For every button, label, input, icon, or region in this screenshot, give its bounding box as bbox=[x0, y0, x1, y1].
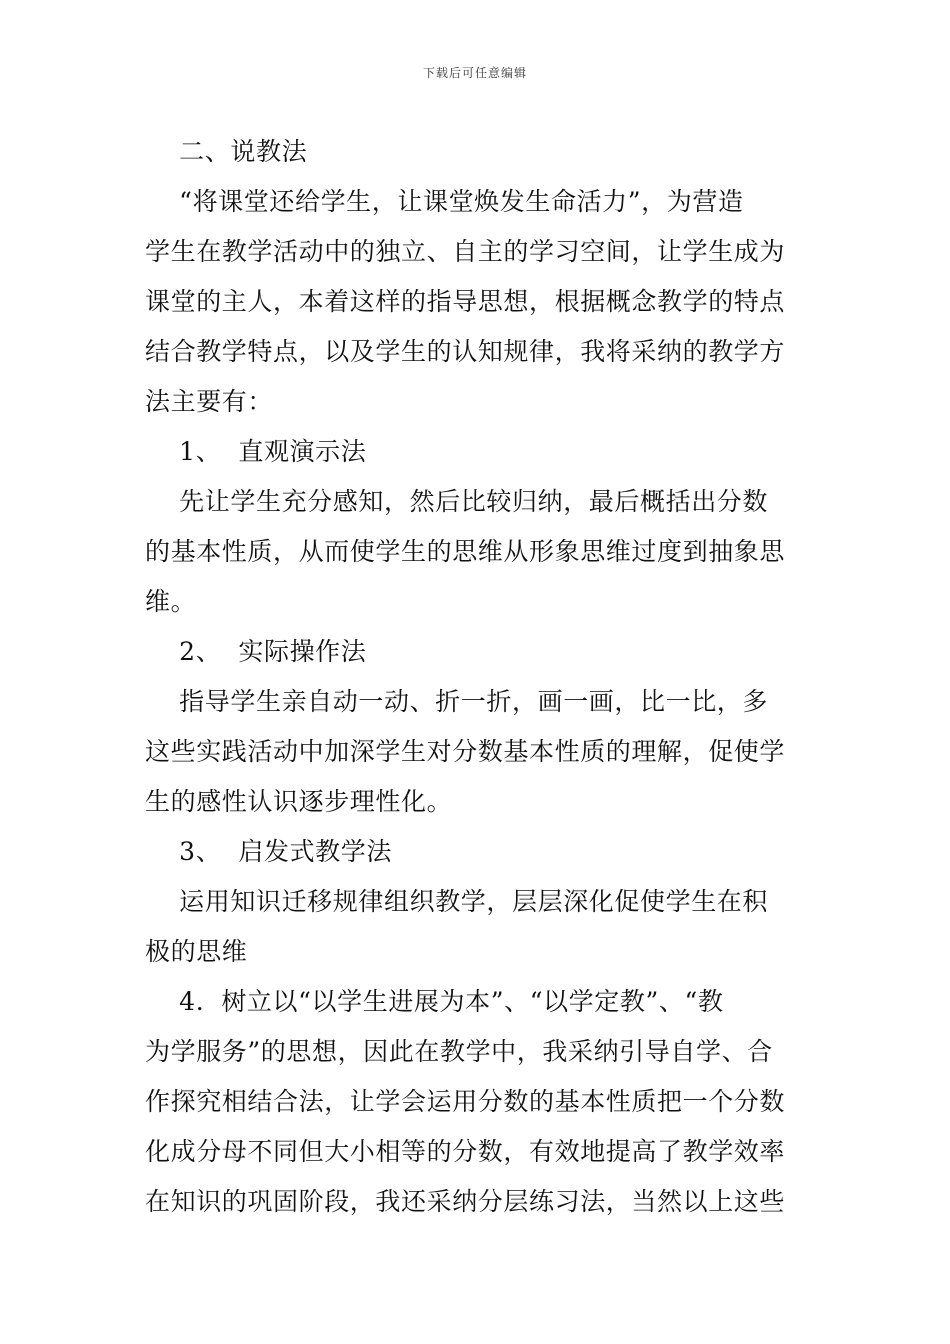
paragraph-line: 的基本性质，从而使学生的思维从形象思维过度到抽象思 bbox=[145, 537, 786, 566]
paragraph-line: 为学服务”的思想，因此在教学中，我采纳引导自学、合 bbox=[145, 1037, 773, 1066]
paragraph-line: 维。 bbox=[145, 587, 197, 616]
paragraph-line: 化成分母不同但大小相等的分数，有效地提高了教学效率 bbox=[145, 1137, 786, 1166]
paragraph-line: 结合教学特点，以及学生的认知规律，我将采纳的教学方 bbox=[145, 337, 786, 366]
paragraph-line: 在知识的巩固阶段，我还采纳分层练习法，当然以上这些 bbox=[145, 1187, 786, 1216]
paragraph-line: “将课堂还给学生，让课堂焕发生命活力”，为营造 bbox=[145, 187, 744, 216]
paragraph-line: 法主要有： bbox=[145, 387, 274, 416]
paragraph-line: 指导学生亲自动一动、折一折，画一画，比一比，多 bbox=[145, 687, 768, 716]
section-heading: 二、说教法 bbox=[145, 137, 308, 166]
paragraph-line: 课堂的主人，本着这样的指导思想，根据概念教学的特点 bbox=[145, 287, 786, 316]
paragraph-line: 极的思维 bbox=[145, 937, 248, 966]
document-body bbox=[145, 127, 811, 1227]
method-heading-2: 2、 实际操作法 bbox=[145, 637, 367, 666]
paragraph-line: 这些实践活动中加深学生对分数基本性质的理解，促使学 bbox=[145, 737, 786, 766]
paragraph-line: 先让学生充分感知，然后比较归纳，最后概括出分数 bbox=[145, 487, 768, 516]
page-header: 下载后可任意编辑 bbox=[422, 66, 527, 80]
method-heading-3: 3、 启发式教学法 bbox=[145, 837, 392, 866]
paragraph-line: 生的感性认识逐步理性化。 bbox=[145, 787, 453, 816]
paragraph-line: 作探究相结合法，让学会运用分数的基本性质把一个分数 bbox=[145, 1087, 786, 1116]
method-heading-4: 4. 树立以“以学生进展为本”、“以学定教”、“教 bbox=[145, 987, 724, 1016]
method-heading-1: 1、 直观演示法 bbox=[145, 437, 367, 466]
paragraph-line: 运用知识迁移规律组织教学，层层深化促使学生在积 bbox=[145, 887, 768, 916]
paragraph-line: 学生在教学活动中的独立、自主的学习空间，让学生成为 bbox=[145, 237, 786, 266]
